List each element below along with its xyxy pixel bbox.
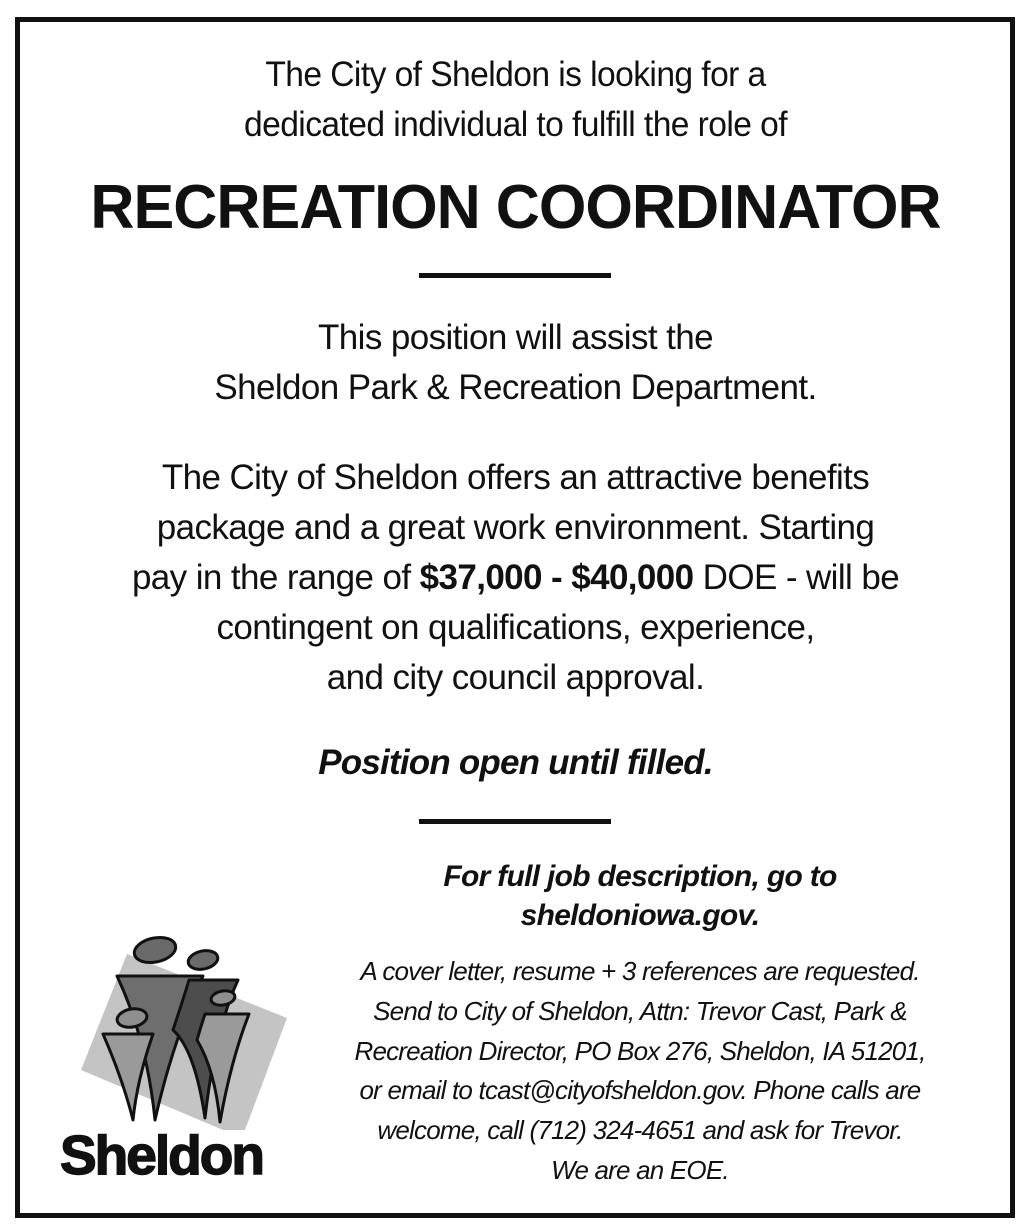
divider-top [419,273,611,278]
contact-line-2: Send to City of Sheldon, Attn: Trevor Cast, Park & [373,996,907,1026]
pay-suffix: DOE - will be [693,558,900,597]
assist-line-1: This position will assist the [318,318,713,357]
contact-line-4-email[interactable]: or email to tcast@cityofsheldon.gov. Phone calls are [359,1075,921,1105]
salary-range: $37,000 - $40,000 [419,558,694,597]
pay-prefix: pay in the range of [131,558,420,597]
family-figures-logo-icon [55,930,305,1130]
contact-line-1: A cover letter, resume + 3 references are requested. [360,956,920,986]
open-until-filled: Position open until filled. [318,743,713,782]
contact-line-3: Recreation Director, PO Box 276, Sheldon, IA 51201, [354,1036,926,1066]
benefits-line-2: package and a great work environment. Starting [156,508,875,547]
sheldon-logo [55,930,305,1190]
benefits-line-1: The City of Sheldon offers an attractive benefits [161,458,870,497]
description-line-1: For full job description, go to [443,860,837,893]
benefits-line-5: and city council approval. [326,658,705,697]
contact-line-5-phone: welcome, call (712) 324-4651 and ask for Trevor. [377,1115,903,1145]
benefits-line-3 [0,560,1031,595]
contact-line-6: We are an EOE. [551,1155,729,1185]
job-title: RECREATION COORDINATOR [90,173,941,242]
assist-line-2: Sheldon Park & Recreation Department. [214,368,817,407]
intro-line-1: The City of Sheldon is looking for a [265,55,766,94]
description-website-link[interactable]: sheldoniowa.gov. [520,899,760,932]
divider-bottom [419,819,611,824]
benefits-line-4: contingent on qualifications, experience, [216,608,815,647]
logo-wordmark: Sheldon [60,1124,263,1186]
intro-line-2: dedicated individual to fulfill the role of [243,105,788,144]
